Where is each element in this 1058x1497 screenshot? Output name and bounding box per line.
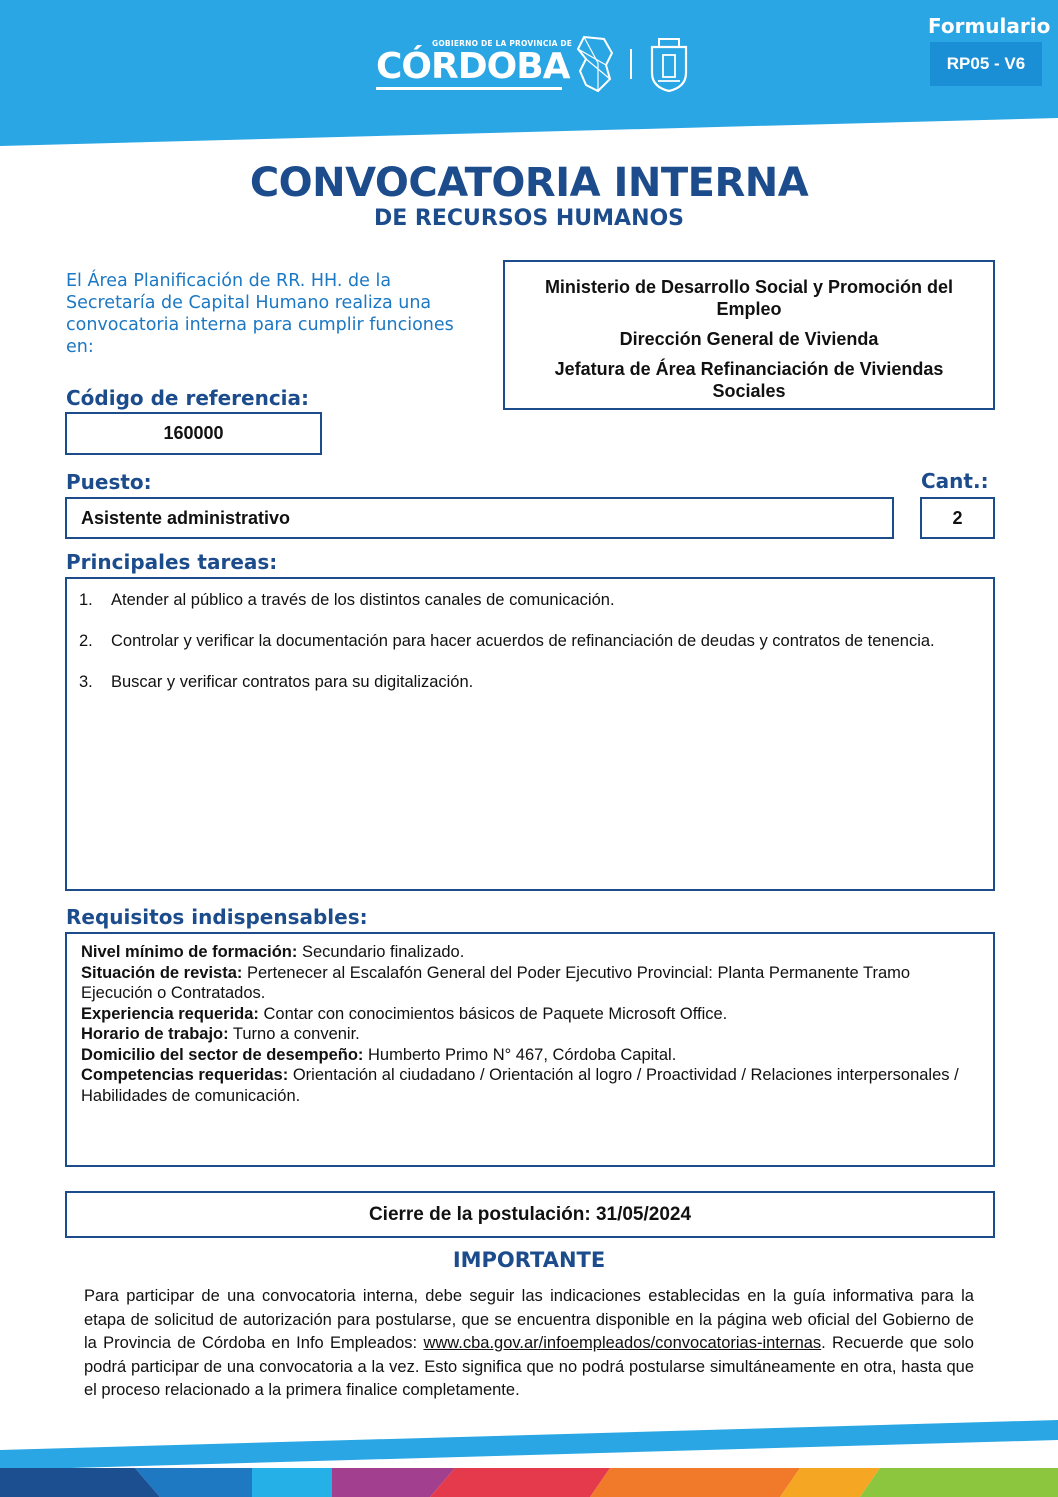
- tasks-box: [65, 577, 995, 891]
- reference-label: Código de referencia:: [66, 386, 310, 410]
- logo-wordmark: CÓRDOBA: [376, 45, 570, 87]
- logo-divider: [630, 49, 632, 79]
- requirements-label: Requisitos indispensables:: [66, 905, 368, 929]
- requirement-value: Secundario finalizado.: [297, 943, 465, 961]
- task-item: [79, 671, 981, 693]
- task-item: [79, 630, 981, 652]
- requirement-key: Competencias requeridas:: [81, 1066, 289, 1084]
- requirement-item: [81, 1045, 979, 1066]
- ministry-name: Ministerio de Desarrollo Social y Promoción del Empleo: [544, 277, 954, 319]
- cant-label: Cant.:: [921, 469, 989, 493]
- task-number: 3.: [79, 673, 93, 691]
- requirement-key: Situación de revista:: [81, 963, 243, 982]
- requirement-value: Contar con conocimientos básicos de Paquete Microsoft Office.: [258, 1004, 728, 1023]
- task-text: Atender al público a través de los distintos canales de comunicación.: [111, 591, 615, 609]
- task-item: [79, 589, 981, 611]
- task-text: Buscar y verificar contratos para su digitalización.: [111, 673, 474, 691]
- puesto-label: Puesto:: [66, 470, 152, 494]
- requirement-value: Orientación al ciudadano / Orientación al logro / Proactividad / Relaciones interpersonales / Habilidades de comunicación.: [81, 1066, 959, 1105]
- task-text: Controlar y verificar la documentación para hacer acuerdos de refinanciación de deudas y contratos de tenencia.: [111, 632, 935, 650]
- form-label: Formulario: [928, 14, 1051, 38]
- reference-code-box: 160000: [65, 412, 322, 455]
- ministry-box: [503, 260, 995, 410]
- requirement-key: Experiencia requerida:: [81, 1004, 259, 1023]
- coat-of-arms-icon: [646, 35, 692, 93]
- important-title: IMPORTANTE: [452, 1248, 606, 1272]
- cordoba-logo: [376, 34, 692, 94]
- tasks-label: Principales tareas:: [66, 550, 278, 574]
- requirement-item: [81, 942, 979, 963]
- requirement-key: Nivel mínimo de formación:: [81, 943, 298, 961]
- area-name: Jefatura de Área Refinanciación de Viviendas Sociales: [554, 359, 944, 401]
- important-text-after: . Recuerde que solo podrá participar de una convocatoria a la vez. Esto significa que no podrá postularse simultáneamente en otra, hasta que el proceso relacionado a la primera finalice completamente.: [84, 1334, 974, 1399]
- intro-text: El Área Planificación de RR. HH. de la Secretaría de Capital Humano realiza una convocatoria interna para cumplir funciones en:: [66, 271, 454, 357]
- requirement-item: [81, 1024, 979, 1045]
- requirements-box: [65, 932, 995, 1167]
- requirement-item: [81, 963, 979, 1004]
- form-code-badge: RP05 - V6: [930, 42, 1042, 86]
- task-number: 2.: [79, 632, 93, 650]
- requirement-item: [81, 1004, 979, 1025]
- info-empleados-link[interactable]: www.cba.gov.ar/infoempleados/convocatorias-internas: [423, 1334, 822, 1352]
- task-number: 1.: [79, 591, 93, 609]
- footer-stripes: [0, 1420, 1058, 1497]
- important-text-before: Para participar de una convocatoria interna, debe seguir las indicaciones establecidas en la guía informativa para la etapa de solicitud de autorización para postularse, que se encuentra disponible en la página web oficial del Gobierno de la Provincia de Córdoba en Info Empleados:: [84, 1287, 974, 1352]
- requirement-key: Domicilio del sector de desempeño:: [81, 1045, 364, 1064]
- puesto-box: Asistente administrativo: [65, 497, 894, 539]
- requirement-item: [81, 1065, 979, 1106]
- requirement-value: Pertenecer al Escalafón General del Poder Ejecutivo Provincial: Planta Permanente Tramo Ejecución o Contratados.: [81, 963, 911, 1002]
- province-map-icon: [576, 35, 616, 93]
- logo-underline: [376, 87, 562, 90]
- requirement-value: Humberto Primo N° 467, Córdoba Capital.: [363, 1045, 677, 1064]
- page-title: CONVOCATORIA INTERNA: [249, 160, 809, 206]
- page-subtitle: DE RECURSOS HUMANOS: [373, 206, 685, 231]
- requirement-value: Turno a convenir.: [228, 1025, 360, 1043]
- requirement-key: Horario de trabajo:: [81, 1025, 229, 1043]
- closing-date-box: Cierre de la postulación: 31/05/2024: [65, 1191, 995, 1238]
- important-text: [84, 1285, 974, 1403]
- logo-small-text: GOBIERNO DE LA PROVINCIA DE: [432, 38, 573, 48]
- direction-name: Dirección General de Vivienda: [619, 329, 879, 349]
- cant-box: 2: [920, 497, 995, 539]
